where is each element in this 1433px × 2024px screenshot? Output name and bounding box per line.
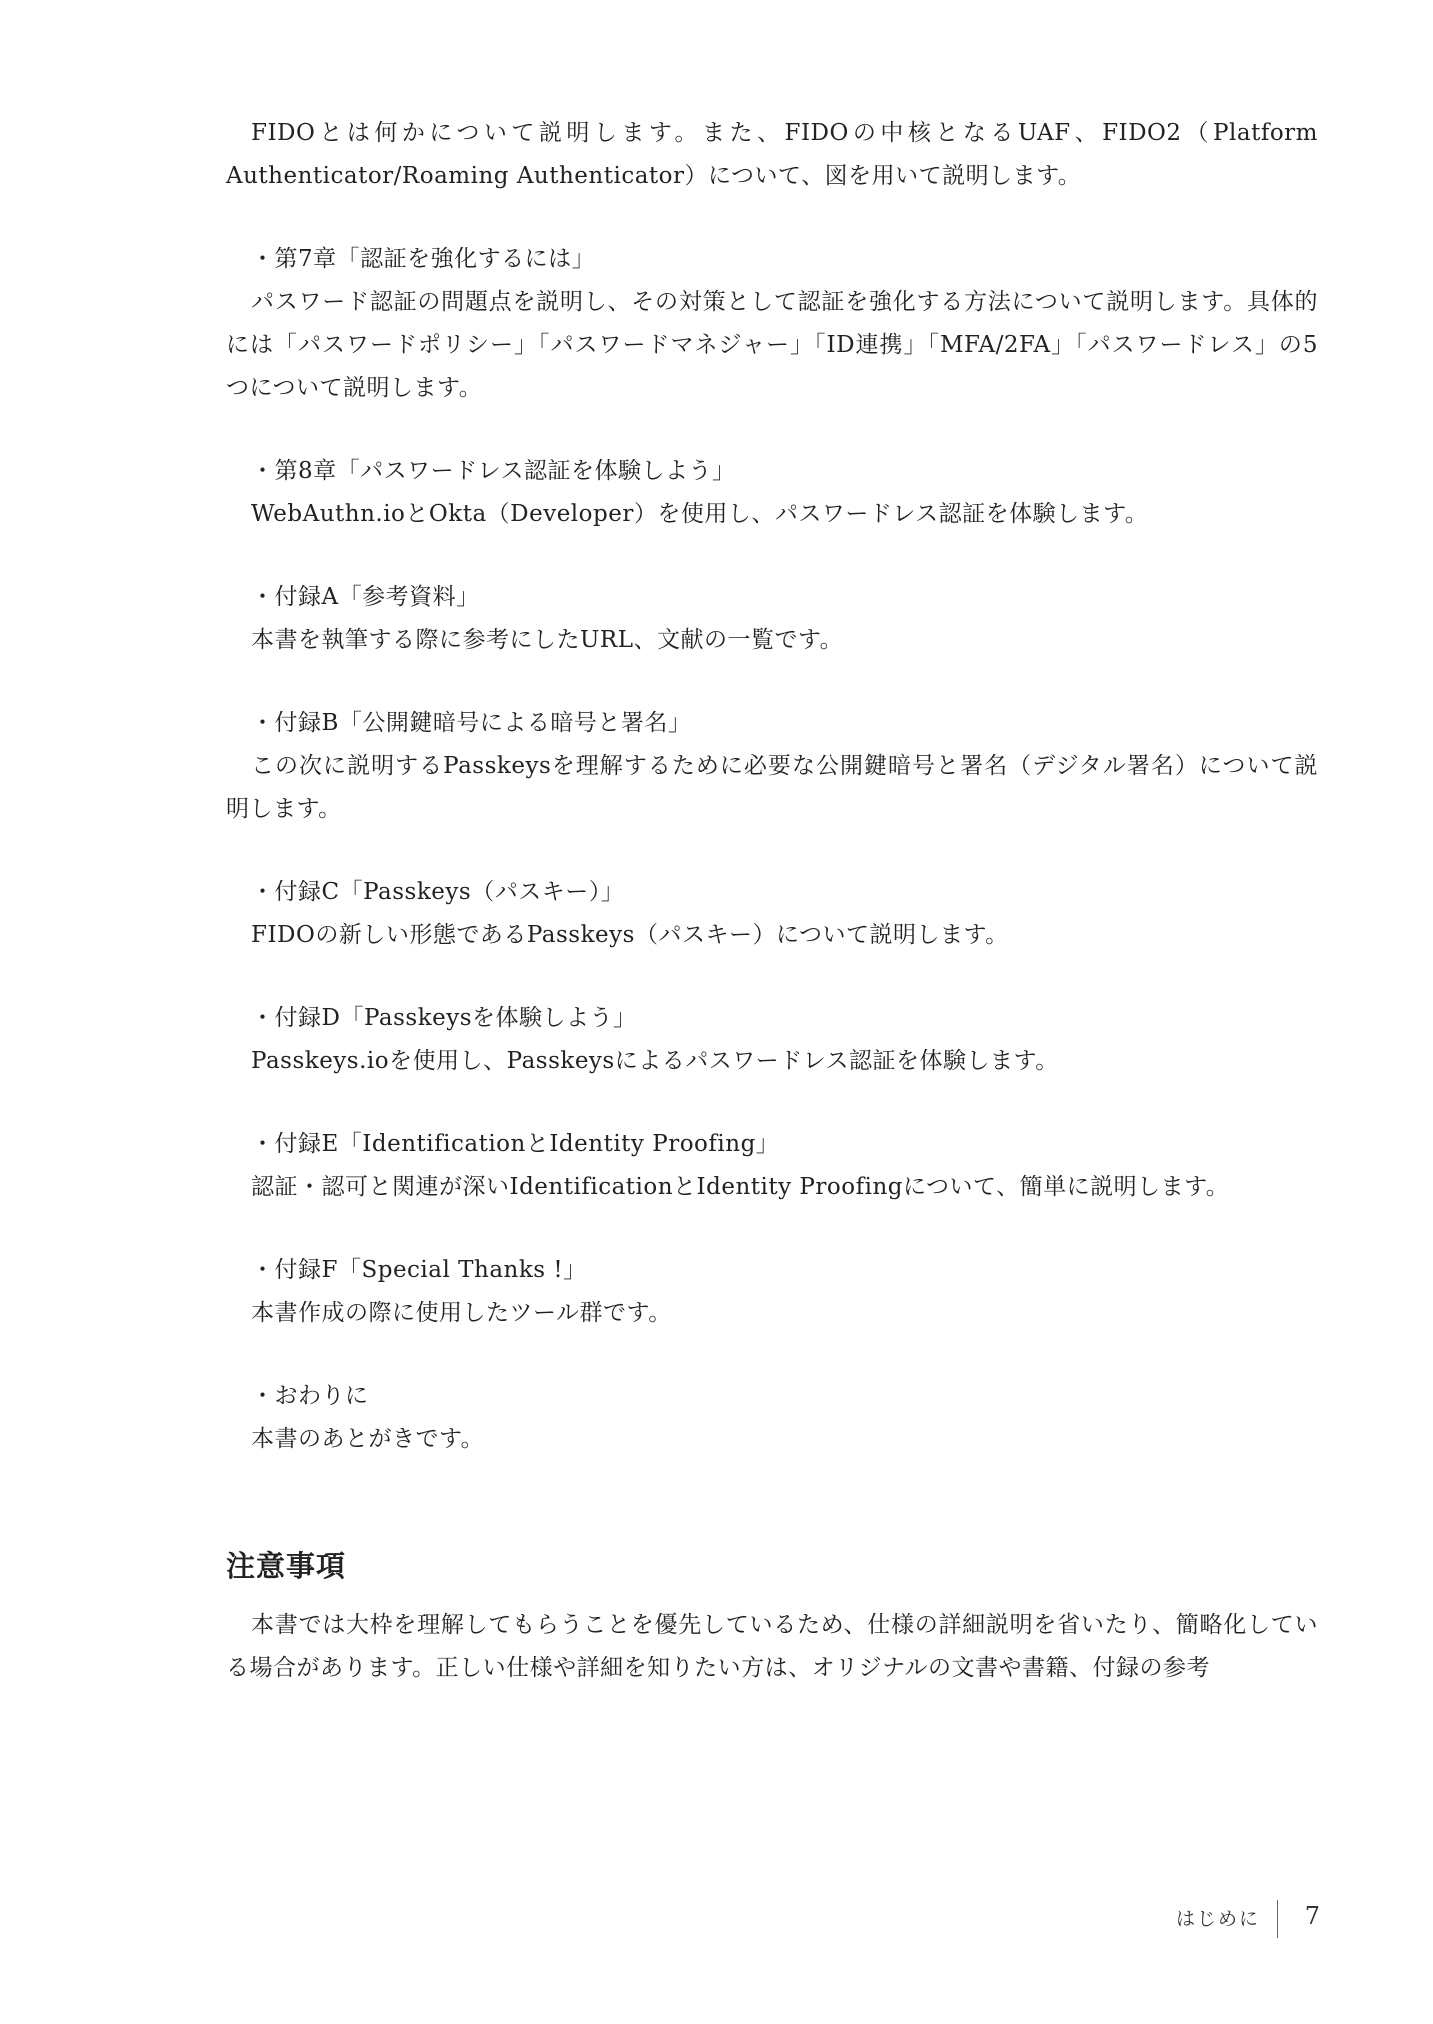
- toc-entry-chapter-8: [226, 450, 1318, 536]
- entry-description: 本書を執筆する際に参考にしたURL、文献の一覧です。: [251, 627, 844, 653]
- footer-divider: [1277, 1900, 1278, 1938]
- entry-heading: ・付録F「Special Thanks !」: [251, 1257, 587, 1283]
- entry-heading: ・第8章「パスワードレス認証を体験しよう」: [251, 458, 736, 484]
- toc-entry-appendix-a: [226, 576, 1318, 662]
- toc-entry-appendix-d: [226, 997, 1318, 1083]
- entry-description: この次に説明するPasskeysを理解するために必要な公開鍵暗号と署名（デジタル署名）について説明します。: [226, 753, 1318, 822]
- entry-heading: ・付録B「公開鍵暗号による暗号と署名」: [251, 710, 692, 736]
- toc-entry-afterword: [226, 1375, 1318, 1461]
- notes-heading: 注意事項: [226, 1549, 347, 1583]
- entry-description: 本書作成の際に使用したツール群です。: [251, 1300, 672, 1326]
- notes-paragraph: 本書では大枠を理解してもらうことを優先しているため、仕様の詳細説明を省いたり、簡略化している場合があります。正しい仕様や詳細を知りたい方は、オリジナルの文書や書籍、付録の参考: [226, 1612, 1318, 1681]
- entry-heading: ・第7章「認証を強化するには」: [251, 246, 596, 272]
- entry-description: FIDOの新しい形態であるPasskeys（パスキー）について説明します。: [251, 922, 1009, 948]
- entry-description: 本書のあとがきです。: [251, 1426, 485, 1452]
- toc-entry-appendix-b: [226, 702, 1318, 831]
- toc-entry-appendix-c: [226, 871, 1318, 957]
- entry-heading: ・付録A「参考資料」: [251, 584, 480, 610]
- entry-heading: ・付録D「Passkeysを体験しよう」: [251, 1005, 637, 1031]
- entry-heading: ・付録C「Passkeys（パスキー）」: [251, 879, 625, 905]
- entry-heading: ・おわりに: [251, 1383, 369, 1409]
- entry-heading: ・付録E「IdentificationとIdentity Proofing」: [251, 1131, 780, 1157]
- entry-description: 認証・認可と関連が深いIdentificationとIdentity Proofingについて、簡単に説明します。: [251, 1174, 1230, 1200]
- page-footer: [1160, 1900, 1320, 1940]
- entry-description: WebAuthn.ioとOkta（Developer）を使用し、パスワードレス認証を体験します。: [251, 501, 1149, 527]
- running-footer-label: はじめに: [1175, 1908, 1260, 1930]
- entry-description: パスワード認証の問題点を説明し、その対策として認証を強化する方法について説明します。具体的には「パスワードポリシー」「パスワードマネジャー」「ID連携」「MFA/2FA」「パスワードレス」の5つについて説明します。: [226, 289, 1318, 401]
- intro-paragraph: FIDOとは何かについて説明します。また、FIDOの中核となるUAF、FIDO2（Platform Authenticator/Roaming Authenticator）について、図を用いて説明します。: [226, 120, 1318, 189]
- page-number: 7: [1304, 1902, 1320, 1930]
- toc-entry-appendix-f: [226, 1249, 1318, 1335]
- page-content: [226, 112, 1318, 1690]
- toc-entry-appendix-e: [226, 1123, 1318, 1209]
- entry-description: Passkeys.ioを使用し、Passkeysによるパスワードレス認証を体験します。: [251, 1048, 1059, 1074]
- toc-entry-chapter-7: [226, 238, 1318, 410]
